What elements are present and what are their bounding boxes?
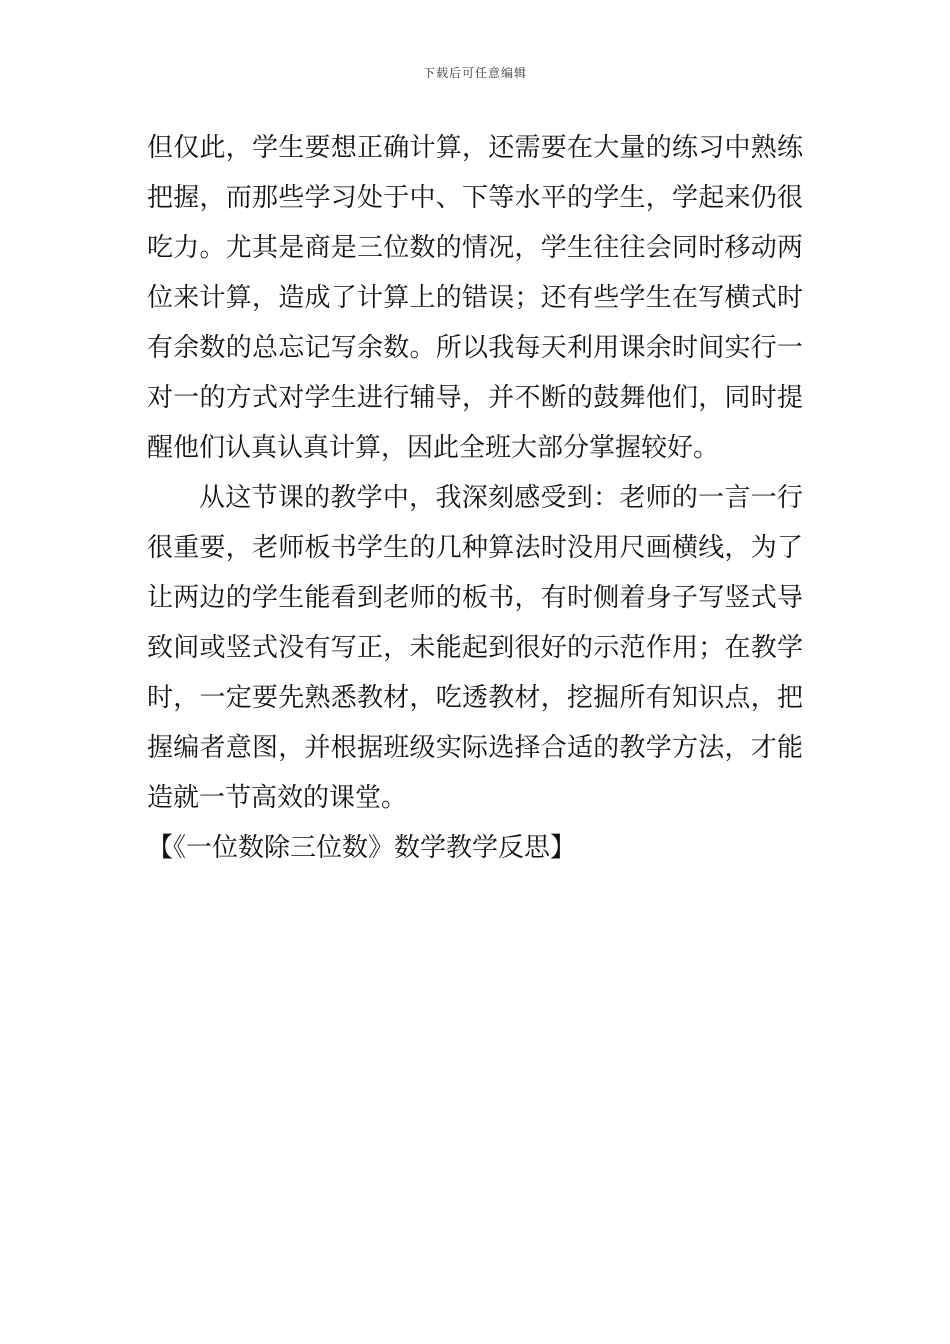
paragraph-line: 但仅此，学生要想正确计算，还需要在大量的练习中熟练 bbox=[147, 133, 803, 163]
paragraph-line: 让两边的学生能看到老师的板书，有时侧着身子写竖式导 bbox=[147, 583, 803, 613]
paragraph-line: 把握，而那些学习处于中、下等水平的学生，学起来仍很 bbox=[147, 183, 803, 213]
paragraph-line: 醒他们认真认真计算，因此全班大部分掌握较好。 bbox=[147, 433, 720, 463]
paragraph-line: 吃力。尤其是商是三位数的情况，学生往往会同时移动两 bbox=[147, 233, 803, 263]
paragraph-line: 造就一节高效的课堂。 bbox=[147, 783, 408, 813]
paragraph-line: 致间或竖式没有写正，未能起到很好的示范作用；在教学 bbox=[147, 633, 803, 663]
paragraph-line: 从这节课的教学中，我深刻感受到：老师的一言一行 bbox=[199, 483, 803, 513]
document-title-footer: 【《一位数除三位数》数学教学反思】 bbox=[147, 833, 577, 863]
paragraph-line: 时，一定要先熟悉教材，吃透教材，挖掘所有知识点，把 bbox=[147, 683, 803, 713]
paragraph-line: 对一的方式对学生进行辅导，并不断的鼓舞他们，同时提 bbox=[147, 383, 803, 413]
paragraph-line: 很重要，老师板书学生的几种算法时没用尺画横线，为了 bbox=[147, 533, 803, 563]
paragraph-line: 有余数的总忘记写余数。所以我每天利用课余时间实行一 bbox=[147, 333, 803, 363]
paragraph-line: 握编者意图，并根据班级实际选择合适的教学方法，才能 bbox=[147, 733, 803, 763]
page-header: 下载后可任意编辑 bbox=[422, 66, 527, 80]
paragraph-line: 位来计算，造成了计算上的错误；还有些学生在写横式时 bbox=[147, 283, 803, 313]
